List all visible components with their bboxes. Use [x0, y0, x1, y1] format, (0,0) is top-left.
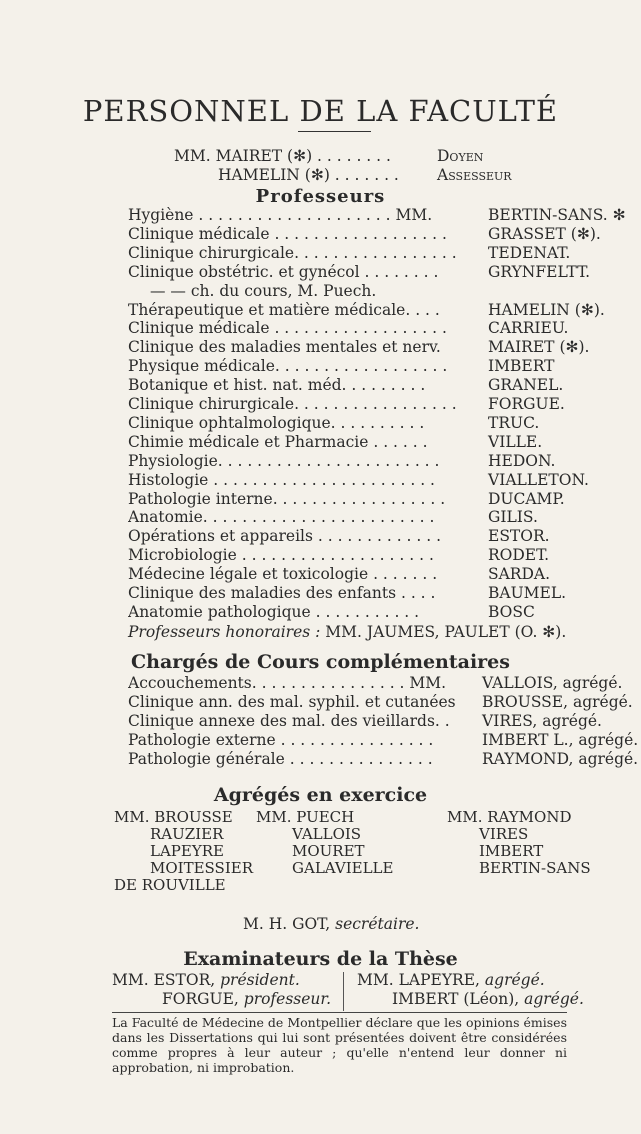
professeur-name: GRASSET (✻). — [488, 224, 601, 243]
professeur-subject: Opérations et appareils . . . . . . . . . . . . . — [128, 527, 442, 546]
honoraires-label: Professeurs honoraires : — [128, 623, 321, 641]
secretaire-name: M. H. GOT, — [243, 915, 331, 933]
agrege-name: MOURET — [292, 842, 365, 860]
charge-subject: Clinique ann. des mal. syphil. et cutanées — [128, 693, 456, 711]
examinateur-role: agrégé. — [524, 990, 584, 1008]
professeur-subject: Clinique médicale . . . . . . . . . . . . . . . . . . — [128, 319, 447, 338]
charge-name: BROUSSE, agrégé. — [482, 693, 633, 711]
professeur-name: RODET. — [488, 546, 550, 565]
footnote-rule — [112, 1012, 567, 1013]
professeur-name: ESTOR. — [488, 527, 550, 546]
section-heading-professeurs: Professeurs — [255, 186, 386, 207]
professeur-subject: Botanique et hist. nat. méd. . . . . . . . . — [128, 376, 426, 395]
secretaire-line — [243, 915, 419, 933]
agrege-name: VIRES — [479, 825, 529, 843]
professeur-subject: Anatomie. . . . . . . . . . . . . . . . . . . . . . . . — [128, 508, 435, 527]
agrege-name: BERTIN-SANS — [479, 859, 591, 877]
professeur-subject: Pathologie interne. . . . . . . . . . . . . . . . . . — [128, 489, 446, 508]
professeur-name: HAMELIN (✻). — [488, 300, 605, 319]
professeur-name: GRANEL. — [488, 376, 564, 395]
charge-subject: Pathologie générale . . . . . . . . . . . . . . . — [128, 750, 433, 768]
title-underline — [298, 131, 371, 132]
agrege-name: MM. RAYMOND — [447, 808, 572, 826]
professeur-name: FORGUE. — [488, 395, 565, 413]
agrege-name: LAPEYRE — [150, 842, 224, 860]
professeur-subject: Clinique ophtalmologique. . . . . . . . . . — [128, 413, 425, 432]
professeur-name: SARDA. — [488, 565, 551, 584]
professeur-name: BERTIN-SANS. ✻ — [488, 206, 626, 224]
professeur-subject: — — ch. du cours, M. Puech. — [150, 281, 377, 300]
professeur-subject: Clinique obstétric. et gynécol . . . . . . . . — [128, 262, 439, 281]
section-heading-examinateurs: Examinateurs de la Thèse — [183, 948, 458, 970]
agrege-name: MOITESSIER — [150, 859, 253, 877]
professeur-name: CARRIEU. — [488, 319, 569, 338]
professeur-subject: Histologie . . . . . . . . . . . . . . . . . . . . . . . — [128, 470, 435, 489]
charge-name: VIRES, agrégé. — [482, 712, 602, 730]
professeur-name: VIALLETON. — [488, 470, 589, 489]
professeur-name: BAUMEL. — [488, 584, 567, 602]
professeur-subject: Microbiologie . . . . . . . . . . . . . . . . . . . . — [128, 546, 434, 565]
section-heading-charges: Chargés de Cours complémentaires — [131, 651, 510, 673]
honoraires-names: MM. JAUMES, PAULET (O. ✻). — [325, 623, 567, 641]
officer-name: HAMELIN (✻) . . . . . . . — [218, 166, 399, 184]
honoraires-line — [128, 623, 566, 641]
professeur-subject: Anatomie pathologique . . . . . . . . . . . — [128, 602, 420, 621]
professeur-subject: Clinique des maladies mentales et nerv. — [128, 338, 441, 357]
agrege-name: MM. PUECH — [256, 808, 355, 826]
disclaimer-note: La Faculté de Médecine de Montpellier déclare que les opinions émises dans les Dissertations qui lui sont présentées doivent être considérées comme propres à leur auteur ; qu'elle n'entend leur donner ni approbation, ni improbation. — [112, 1015, 567, 1075]
professeur-name: MAIRET (✻). — [488, 338, 590, 357]
charge-name: RAYMOND, agrégé. — [482, 750, 639, 768]
professeur-subject: Physiologie. . . . . . . . . . . . . . . . . . . . . . . — [128, 451, 440, 470]
professeur-subject: Clinique médicale . . . . . . . . . . . . . . . . . . — [128, 224, 447, 243]
secretaire-role: secrétaire. — [335, 915, 420, 933]
examinateur-role: président. — [220, 971, 300, 989]
professeur-subject: Hygiène . . . . . . . . . . . . . . . . . . . . MM. — [128, 206, 433, 224]
agrege-name: IMBERT — [479, 842, 544, 860]
examinateur-name: MM. ESTOR, — [112, 971, 216, 989]
page-title: PERSONNEL DE LA FACULTÉ — [82, 94, 559, 128]
charge-subject: Clinique annexe des mal. des vieillards. . — [128, 712, 450, 730]
professeur-name: IMBERT — [488, 357, 555, 376]
examinateur-right — [392, 990, 584, 1008]
charge-subject: Accouchements. . . . . . . . . . . . . . . . MM. — [128, 674, 447, 692]
examinateur-left — [162, 990, 331, 1008]
examinateur-left — [112, 971, 300, 989]
professeur-subject: Médecine légale et toxicologie . . . . . . . — [128, 565, 438, 584]
charge-name: VALLOIS, agrégé. — [482, 674, 623, 692]
examinateur-name: FORGUE, — [162, 990, 239, 1008]
charge-name: IMBERT L., agrégé. — [482, 731, 639, 749]
professeur-subject: Clinique chirurgicale. . . . . . . . . . . . . . . . . — [128, 243, 457, 262]
agrege-name: DE ROUVILLE — [114, 876, 226, 894]
professeur-name: GILIS. — [488, 508, 538, 527]
officer-role: Assesseur — [437, 166, 512, 184]
agrege-name: GALAVIELLE — [292, 859, 394, 877]
professeur-name: HEDON. — [488, 451, 556, 470]
charge-subject: Pathologie externe . . . . . . . . . . . . . . . . — [128, 731, 434, 749]
professeur-name: BOSC — [488, 602, 535, 621]
section-heading-agreges: Agrégés en exercice — [213, 784, 428, 806]
examinateur-name: MM. LAPEYRE, — [357, 971, 480, 989]
professeur-subject: Physique médicale. . . . . . . . . . . . . . . . . . — [128, 357, 448, 376]
professeur-name: VILLE. — [488, 432, 543, 451]
column-divider — [343, 972, 344, 1011]
agrege-name: VALLOIS — [292, 825, 362, 843]
officer-role: Doyen — [437, 147, 484, 165]
professeur-name: TEDENAT. — [488, 243, 571, 262]
professeur-subject: Chimie médicale et Pharmacie . . . . . . — [128, 432, 428, 451]
professeur-subject: Thérapeutique et matière médicale. . . . — [128, 300, 440, 319]
professeur-name: TRUC. — [488, 413, 540, 432]
examinateur-role: agrégé. — [484, 971, 545, 989]
professeur-name: GRYNFELTT. — [488, 262, 591, 281]
professeur-subject: Clinique des maladies des enfants . . . . — [128, 584, 436, 602]
examinateur-role: professeur. — [243, 990, 332, 1008]
examinateur-right — [357, 971, 545, 989]
examinateur-name: IMBERT (Léon), — [392, 990, 520, 1008]
agrege-name: MM. BROUSSE — [114, 808, 233, 826]
professeur-subject: Clinique chirurgicale. . . . . . . . . . . . . . . . . — [128, 395, 457, 413]
officer-name: MM. MAIRET (✻) . . . . . . . . — [174, 147, 391, 165]
agrege-name: RAUZIER — [150, 825, 224, 843]
professeur-name: DUCAMP. — [488, 489, 565, 508]
